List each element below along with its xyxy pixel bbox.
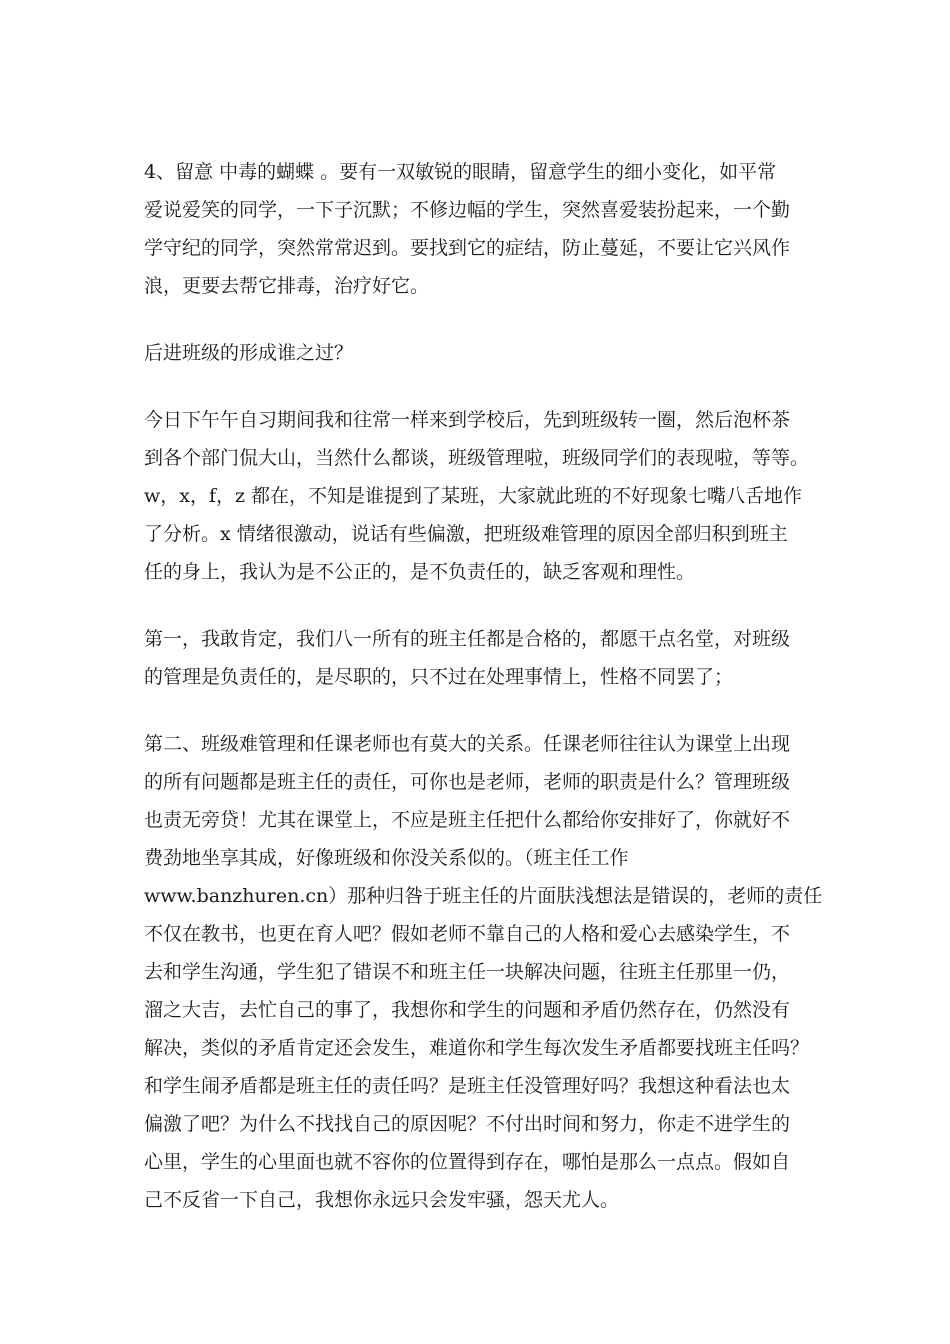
paragraph-5-line-10: 和学生闹矛盾都是班主任的责任吗？是班主任没管理好吗？我想这种看法也太 (144, 1075, 791, 1097)
paragraph-3-line-5: 任的身上，我认为是不公正的，是不负责任的，缺乏客观和理性。 (144, 561, 696, 583)
paragraph-1-line-4: 浪，更要去帮它排毒，治疗好它。 (144, 275, 430, 297)
paragraph-1-line-1: 4、留意 中毒的蝴蝶 。要有一双敏锐的眼睛，留意学生的细小变化，如平常 (144, 161, 777, 183)
paragraph-1-line-2: 爱说爱笑的同学，一下子沉默；不修边幅的学生，突然喜爱装扮起来，一个勤 (144, 199, 791, 221)
paragraph-1-line-3: 学守纪的同学，突然常常迟到。要找到它的症结，防止蔓延，不要让它兴风作 (144, 237, 791, 259)
paragraph-4-line-2: 的管理是负责任的，是尽职的，只不过在处理事情上，性格不同罢了； (144, 666, 734, 688)
paragraph-5-line-6: 不仅在教书，也更在育人吧？假如老师不靠自己的人格和爱心去感染学生，不 (144, 923, 791, 945)
paragraph-3-line-3: w，x，f，z 都在，不知是谁提到了某班，大家就此班的不好现象七嘴八舌地作 (144, 485, 803, 507)
paragraph-5-line-1: 第二、班级难管理和任课老师也有莫大的关系。任课老师往往认为课堂上出现 (144, 733, 791, 755)
paragraph-4-line-1: 第一，我敢肯定，我们八一所有的班主任都是合格的，都愿干点名堂，对班级 (144, 628, 791, 650)
paragraph-3-line-2: 到各个部门侃大山，当然什么都谈，班级管理啦，班级同学们的表现啦，等等。 (144, 447, 810, 469)
paragraph-5-line-8: 溜之大吉，去忙自己的事了，我想你和学生的问题和矛盾仍然存在，仍然没有 (144, 999, 791, 1021)
paragraph-5-line-13: 己不反省一下自己，我想你永远只会发牢骚，怨天尤人。 (144, 1189, 620, 1211)
paragraph-3-line-1: 今日下午午自习期间我和往常一样来到学校后，先到班级转一圈，然后泡杯茶 (144, 409, 791, 431)
paragraph-3-line-4: 了分析。x 情绪很激动，说话有些偏激，把班级难管理的原因全部归积到班主 (144, 523, 788, 545)
paragraph-5-line-7: 去和学生沟通，学生犯了错误不和班主任一块解决问题，往班主任那里一仍， (144, 961, 791, 983)
paragraph-5-line-12: 心里，学生的心里面也就不容你的位置得到存在，哪怕是那么一点点。假如自 (144, 1151, 791, 1173)
paragraph-5-line-4: 费劲地坐享其成，好像班级和你没关系似的。（班主任工作 (144, 847, 629, 869)
paragraph-5-line-9: 解决，类似的矛盾肯定还会发生，难道你和学生每次发生矛盾都要找班主任吗？ (144, 1037, 810, 1059)
paragraph-5-line-2: 的所有问题都是班主任的责任，可你也是老师，老师的职责是什么？管理班级 (144, 771, 791, 793)
section-question-heading: 后进班级的形成谁之过？ (144, 342, 354, 364)
paragraph-5-line-3: 也责无旁贷！尤其在课堂上，不应是班主任把什么都给你安排好了，你就好不 (144, 809, 791, 831)
paragraph-5-line-5: www.banzhuren.cn）那种归咎于班主任的片面肤浅想法是错误的，老师的责任 (144, 885, 823, 907)
paragraph-5-line-11: 偏激了吧？为什么不找找自己的原因呢？不付出时间和努力，你走不进学生的 (144, 1113, 791, 1135)
